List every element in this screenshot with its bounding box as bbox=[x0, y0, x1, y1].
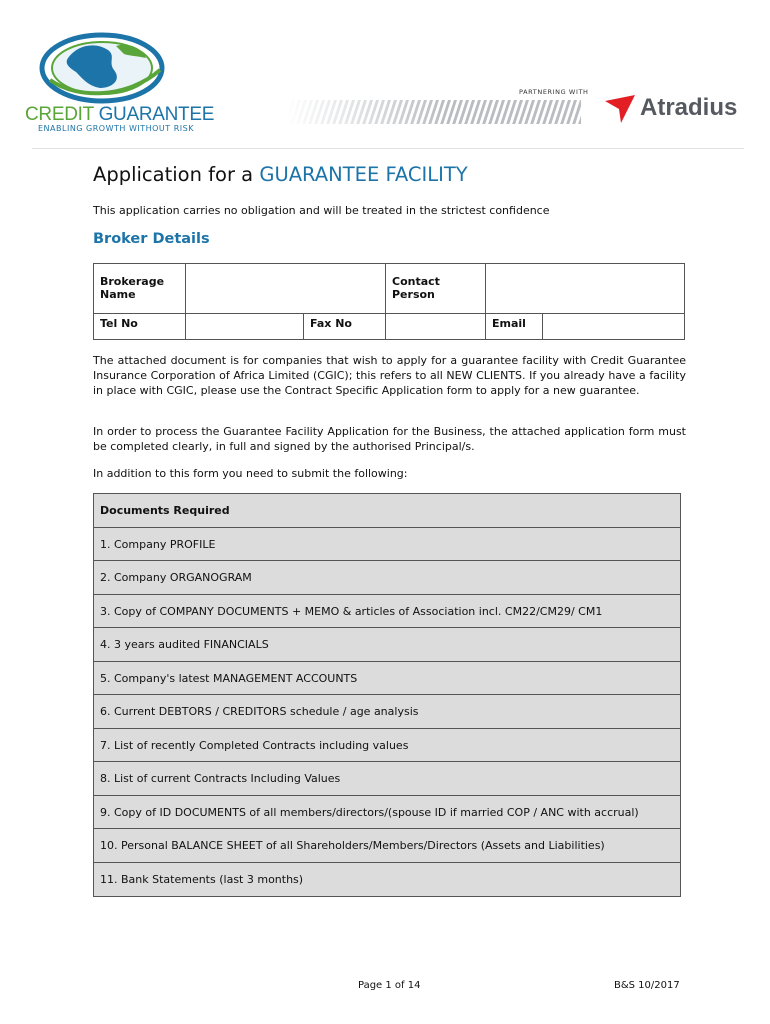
page-header bbox=[0, 0, 770, 150]
document-item: 1. Company PROFILE bbox=[94, 528, 680, 562]
logo-tagline: ENABLING GROWTH WITHOUT RISK bbox=[38, 124, 194, 133]
document-item: 3. Copy of COMPANY DOCUMENTS + MEMO & articles of Association incl. CM22/CM29/ CM1 bbox=[94, 595, 680, 629]
document-item: 11. Bank Statements (last 3 months) bbox=[94, 863, 680, 897]
document-item: 2. Company ORGANOGRAM bbox=[94, 561, 680, 595]
document-item: 7. List of recently Completed Contracts including values bbox=[94, 729, 680, 763]
tel-no-label: Tel No bbox=[94, 314, 186, 340]
fax-no-label: Fax No bbox=[304, 314, 386, 340]
header-divider bbox=[32, 148, 744, 149]
intro-paragraph: The attached document is for companies that wish to apply for a guarantee facility with Credit Guarantee Insurance Corporation of Africa Limited (CGIC); this refers to all NEW CLIENTS. If you already have a facility in place with CGIC, please use the Contract Specific Application form to apply for a new guarantee. bbox=[93, 354, 686, 397]
broker-details-heading: Broker Details bbox=[93, 231, 210, 247]
brokerage-name-field[interactable] bbox=[186, 264, 386, 314]
page-title: Application for a GUARANTEE FACILITY bbox=[93, 163, 468, 186]
email-field[interactable] bbox=[543, 314, 685, 340]
logo-wordmark: CREDIT GUARANTEE bbox=[25, 104, 215, 125]
broker-details-table bbox=[93, 263, 685, 340]
contact-person-label: Contact Person bbox=[386, 264, 486, 314]
page-subtitle: This application carries no obligation and will be treated in the strictest confidence bbox=[93, 204, 550, 217]
globe-logo-icon bbox=[38, 30, 170, 104]
process-paragraph: In order to process the Guarantee Facility Application for the Business, the attached application form must be completed clearly, in full and signed by the authorised Principal/s. bbox=[93, 425, 686, 453]
decorative-stripes bbox=[286, 100, 581, 124]
page-number: Page 1 of 14 bbox=[358, 980, 421, 991]
tel-no-field[interactable] bbox=[186, 314, 304, 340]
document-item: 10. Personal BALANCE SHEET of all Shareholders/Members/Directors (Assets and Liabilities) bbox=[94, 829, 680, 863]
brokerage-name-label: Brokerage Name bbox=[94, 264, 186, 314]
email-label: Email bbox=[486, 314, 543, 340]
partner-name: Atradius bbox=[640, 94, 738, 121]
atradius-logo-icon bbox=[603, 93, 637, 125]
submit-paragraph: In addition to this form you need to submit the following: bbox=[93, 467, 408, 480]
document-item: 9. Copy of ID DOCUMENTS of all members/directors/(spouse ID if married COP / ANC with accrual) bbox=[94, 796, 680, 830]
document-item: 8. List of current Contracts Including Values bbox=[94, 762, 680, 796]
document-item: 4. 3 years audited FINANCIALS bbox=[94, 628, 680, 662]
fax-no-field[interactable] bbox=[386, 314, 486, 340]
documents-required-table bbox=[93, 493, 681, 897]
document-reference: B&S 10/2017 bbox=[614, 980, 680, 991]
document-item: 6. Current DEBTORS / CREDITORS schedule / age analysis bbox=[94, 695, 680, 729]
contact-person-field[interactable] bbox=[486, 264, 685, 314]
documents-required-heading: Documents Required bbox=[94, 494, 680, 528]
document-item: 5. Company's latest MANAGEMENT ACCOUNTS bbox=[94, 662, 680, 696]
partnering-label: PARTNERING WITH bbox=[519, 88, 589, 96]
